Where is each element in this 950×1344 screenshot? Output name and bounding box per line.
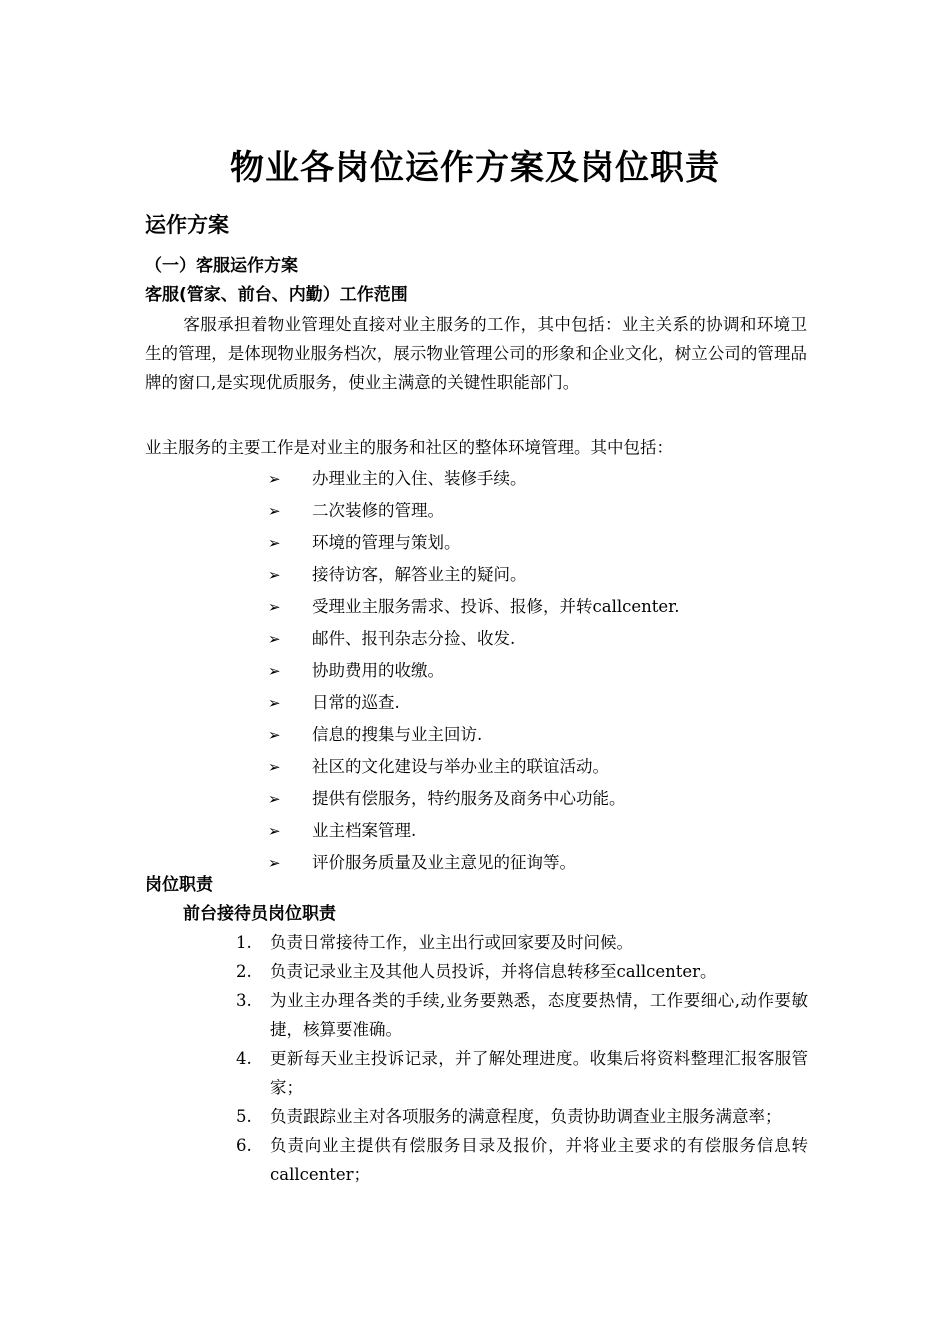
item-number: 5. — [236, 1107, 252, 1126]
arrow-bullet-icon: ➢ — [268, 726, 281, 744]
arrow-bullet-icon: ➢ — [268, 790, 281, 808]
reception-duties-heading: 前台接待员岗位职责 — [183, 904, 336, 924]
list-item: ➢ 信息的搜集与业主回访. — [268, 719, 679, 751]
list-item: ➢ 办理业主的入住、装修手续。 — [268, 463, 679, 495]
scope-heading: 客服(管家、前台、内勤）工作范围 — [145, 285, 408, 305]
item-number: 6. — [236, 1136, 252, 1155]
arrow-bullet-icon: ➢ — [268, 662, 281, 680]
main-work-paragraph: 业主服务的主要工作是对业主的服务和社区的整体环境管理。其中包括： — [145, 438, 673, 457]
subsection-heading: （一）客服运作方案 — [145, 256, 298, 276]
section-heading: 运作方案 — [145, 213, 229, 237]
arrow-bullet-icon: ➢ — [268, 758, 281, 776]
intro-paragraph — [145, 310, 807, 397]
arrow-bullet-icon: ➢ — [268, 694, 281, 712]
arrow-bullet-icon: ➢ — [268, 854, 281, 872]
duties-heading: 岗位职责 — [145, 875, 213, 895]
list-item: 6. 负责向业主提供有偿服务目录及报价，并将业主要求的有偿服务信息转callcenter； — [236, 1131, 808, 1189]
item-number: 2. — [236, 962, 252, 981]
list-item: 1. 负责日常接待工作，业主出行或回家要及时问候。 — [236, 928, 808, 957]
list-item: ➢ 环境的管理与策划。 — [268, 527, 679, 559]
list-item: ➢ 受理业主服务需求、投诉、报修，并转callcenter. — [268, 591, 679, 623]
arrow-bullet-icon: ➢ — [268, 822, 281, 840]
arrow-bullet-icon: ➢ — [268, 502, 281, 520]
arrow-bullet-icon: ➢ — [268, 630, 281, 648]
document-title: 物业各岗位运作方案及岗位职责 — [230, 148, 720, 188]
list-item: ➢ 邮件、报刊杂志分捡、收发. — [268, 623, 679, 655]
arrow-bullet-icon: ➢ — [268, 470, 281, 488]
list-item: ➢ 提供有偿服务，特约服务及商务中心功能。 — [268, 783, 679, 815]
list-item: 3. 为业主办理各类的手续,业务要熟悉，态度要热情，工作要细心,动作要敏捷，核算要准确。 — [236, 986, 808, 1044]
list-item: ➢ 评价服务质量及业主意见的征询等。 — [268, 847, 679, 879]
list-item: 4. 更新每天业主投诉记录，并了解处理进度。收集后将资料整理汇报客服管家； — [236, 1044, 808, 1102]
reception-duties-list — [236, 928, 808, 1189]
item-number: 4. — [236, 1049, 252, 1068]
list-item: ➢ 日常的巡查. — [268, 687, 679, 719]
item-number: 3. — [236, 991, 252, 1010]
intro-paragraph-text: 客服承担着物业管理处直接对业主服务的工作，其中包括：业主关系的协调和环境卫生的管理，是体现物业服务档次，展示物业管理公司的形象和企业文化，树立公司的管理品牌的窗口,是实现优质服务，使业主满意的关键性职能部门。 — [145, 315, 807, 392]
item-number: 1. — [236, 933, 252, 952]
list-item: ➢ 二次装修的管理。 — [268, 495, 679, 527]
list-item: ➢ 社区的文化建设与举办业主的联谊活动。 — [268, 751, 679, 783]
arrow-bullet-icon: ➢ — [268, 598, 281, 616]
arrow-bullet-icon: ➢ — [268, 566, 281, 584]
list-item: 5. 负责跟踪业主对各项服务的满意程度，负责协助调查业主服务满意率； — [236, 1102, 808, 1131]
arrow-bullet-icon: ➢ — [268, 534, 281, 552]
list-item: ➢ 业主档案管理. — [268, 815, 679, 847]
list-item: ➢ 接待访客，解答业主的疑问。 — [268, 559, 679, 591]
list-item: 2. 负责记录业主及其他人员投诉，并将信息转移至callcenter。 — [236, 957, 808, 986]
list-item: ➢ 协助费用的收缴。 — [268, 655, 679, 687]
work-items-list — [268, 463, 679, 879]
